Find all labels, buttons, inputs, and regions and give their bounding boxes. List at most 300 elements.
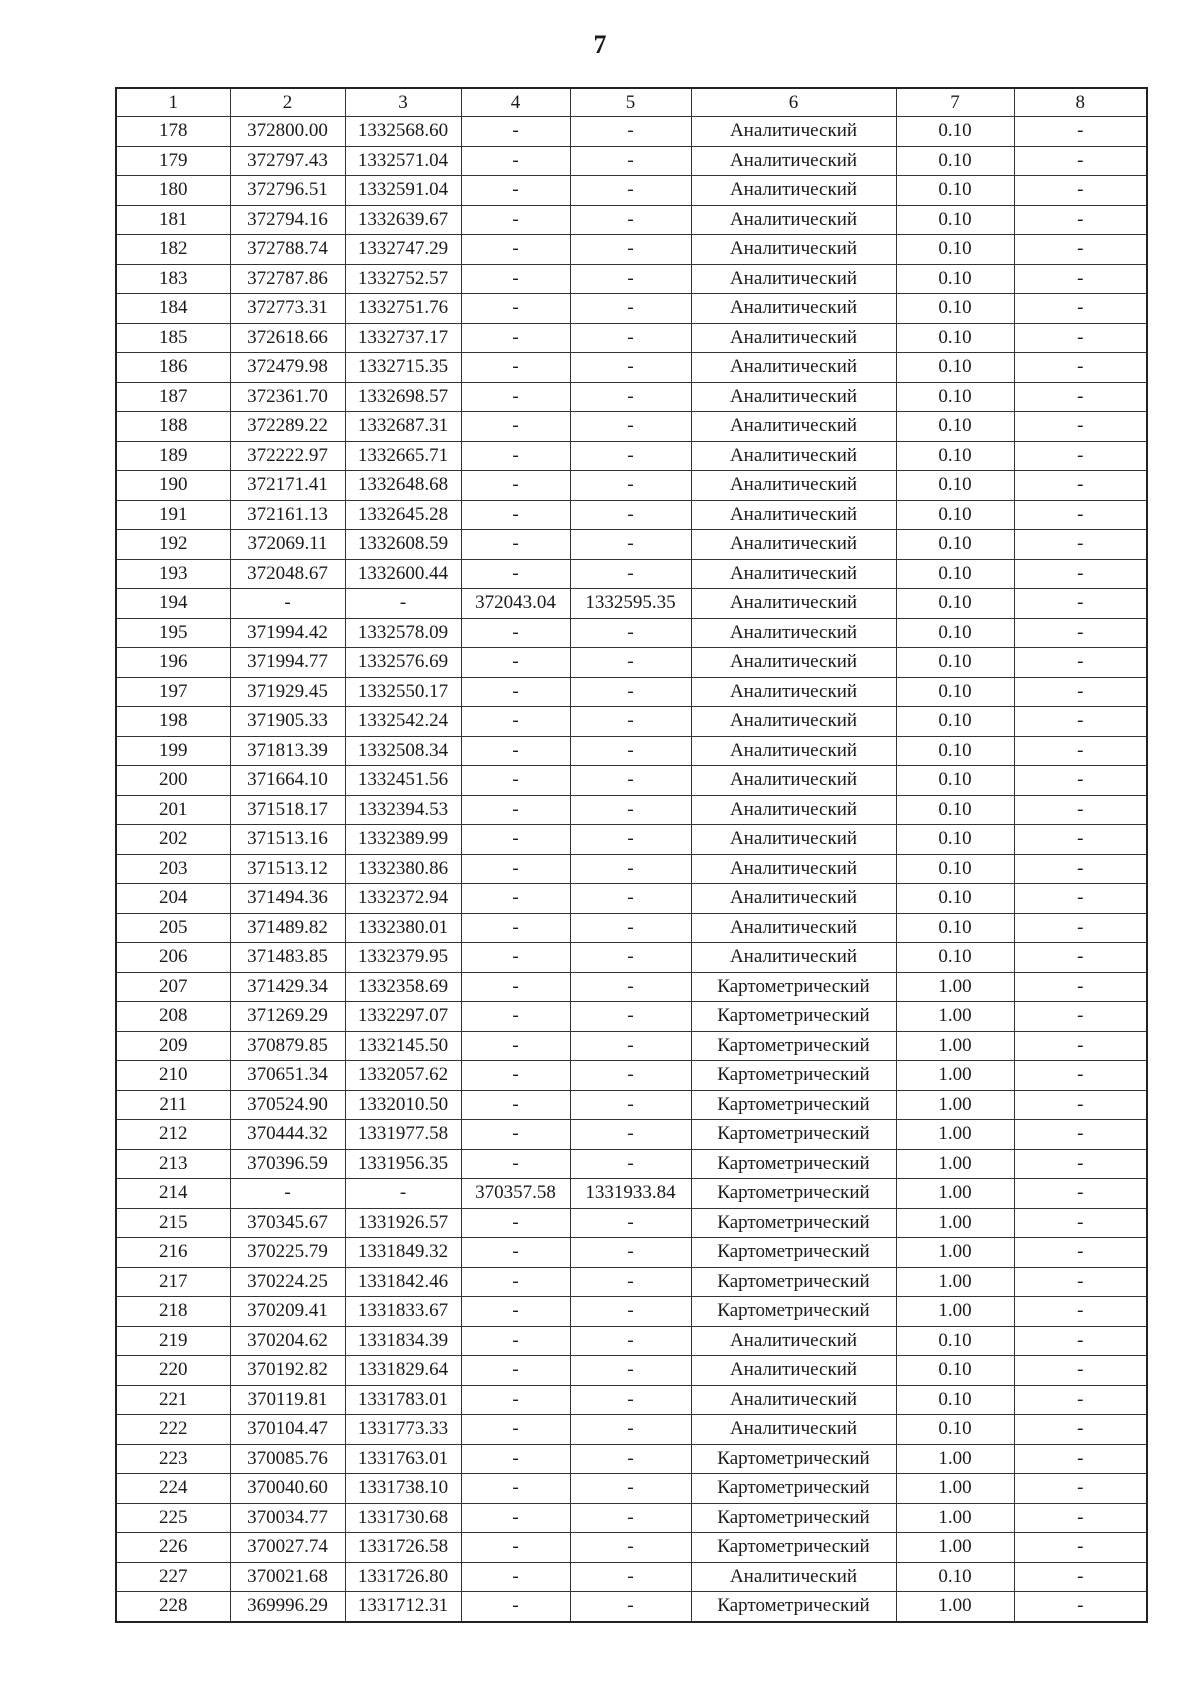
table-cell: - <box>461 1503 570 1533</box>
table-cell: 0.10 <box>896 559 1014 589</box>
table-cell: 1332576.69 <box>345 648 461 678</box>
table-cell: 371994.42 <box>230 618 345 648</box>
table-cell: - <box>461 1444 570 1474</box>
table-cell: - <box>570 795 691 825</box>
table-cell: 371483.85 <box>230 943 345 973</box>
table-cell: 0.10 <box>896 117 1014 147</box>
header-cell: 3 <box>345 88 461 117</box>
table-cell: - <box>570 412 691 442</box>
table-cell: - <box>570 913 691 943</box>
table-cell: 1332639.67 <box>345 205 461 235</box>
table-cell: - <box>461 736 570 766</box>
table-cell: - <box>570 117 691 147</box>
table-cell: 209 <box>116 1031 230 1061</box>
table-cell: Картометрический <box>691 972 896 1002</box>
table-cell: 1.00 <box>896 1533 1014 1563</box>
table-cell: 1332379.95 <box>345 943 461 973</box>
table-row <box>116 323 1147 353</box>
table-cell: 0.10 <box>896 795 1014 825</box>
table-cell: 1332568.60 <box>345 117 461 147</box>
table-cell: 1331834.39 <box>345 1326 461 1356</box>
table-cell: Аналитический <box>691 294 896 324</box>
table-cell: - <box>461 1267 570 1297</box>
table-cell: 1332542.24 <box>345 707 461 737</box>
table-cell: - <box>570 1031 691 1061</box>
table-cell: 372794.16 <box>230 205 345 235</box>
table-cell: - <box>461 323 570 353</box>
table-row <box>116 471 1147 501</box>
table-cell: 1.00 <box>896 1238 1014 1268</box>
table-cell: 0.10 <box>896 176 1014 206</box>
table-cell: 1332752.57 <box>345 264 461 294</box>
table-cell: - <box>570 1415 691 1445</box>
table-cell: - <box>461 1002 570 1032</box>
table-cell: Картометрический <box>691 1149 896 1179</box>
table-cell: - <box>1014 1061 1147 1091</box>
table-cell: - <box>461 1326 570 1356</box>
table-cell: - <box>1014 707 1147 737</box>
table-cell: - <box>1014 1562 1147 1592</box>
table-cell: 1331933.84 <box>570 1179 691 1209</box>
table-row <box>116 884 1147 914</box>
table-cell: 188 <box>116 412 230 442</box>
table-row <box>116 1326 1147 1356</box>
table-cell: Картометрический <box>691 1090 896 1120</box>
table-cell: 0.10 <box>896 264 1014 294</box>
table-row <box>116 412 1147 442</box>
table-cell: - <box>1014 1356 1147 1386</box>
table-cell: - <box>461 117 570 147</box>
table-cell: Аналитический <box>691 559 896 589</box>
table-cell: 1331763.01 <box>345 1444 461 1474</box>
table-cell: 372043.04 <box>461 589 570 619</box>
table-cell: - <box>570 1385 691 1415</box>
table-cell: 371494.36 <box>230 884 345 914</box>
table-cell: - <box>570 736 691 766</box>
table-cell: 372479.98 <box>230 353 345 383</box>
table-cell: 212 <box>116 1120 230 1150</box>
table-cell: - <box>1014 1208 1147 1238</box>
table-cell: - <box>461 441 570 471</box>
table-cell: 1331956.35 <box>345 1149 461 1179</box>
table-cell: 372800.00 <box>230 117 345 147</box>
table-cell: 202 <box>116 825 230 855</box>
table-cell: 193 <box>116 559 230 589</box>
table-cell: - <box>461 1415 570 1445</box>
table-cell: Аналитический <box>691 1385 896 1415</box>
table-cell: - <box>461 1592 570 1622</box>
table-cell: - <box>1014 146 1147 176</box>
table-cell: - <box>1014 1474 1147 1504</box>
table-row <box>116 795 1147 825</box>
table-cell: 200 <box>116 766 230 796</box>
table-cell: 0.10 <box>896 471 1014 501</box>
table-cell: - <box>461 1562 570 1592</box>
table-cell: 371929.45 <box>230 677 345 707</box>
table-cell: 227 <box>116 1562 230 1592</box>
table-cell: 372787.86 <box>230 264 345 294</box>
table-cell: - <box>461 707 570 737</box>
table-cell: 1332508.34 <box>345 736 461 766</box>
table-cell: - <box>461 264 570 294</box>
table-row <box>116 441 1147 471</box>
table-row <box>116 618 1147 648</box>
table-cell: - <box>570 530 691 560</box>
table-cell: - <box>461 884 570 914</box>
table-cell: Картометрический <box>691 1444 896 1474</box>
table-cell: - <box>570 1474 691 1504</box>
table-cell: 1.00 <box>896 1061 1014 1091</box>
table-row <box>116 972 1147 1002</box>
table-cell: 371905.33 <box>230 707 345 737</box>
table-cell: 226 <box>116 1533 230 1563</box>
table-row <box>116 382 1147 412</box>
table-cell: 1332451.56 <box>345 766 461 796</box>
table-cell: Аналитический <box>691 353 896 383</box>
table-cell: 1331712.31 <box>345 1592 461 1622</box>
table-cell: 0.10 <box>896 854 1014 884</box>
table-cell: 1332648.68 <box>345 471 461 501</box>
table-cell: 372289.22 <box>230 412 345 442</box>
table-cell: 203 <box>116 854 230 884</box>
table-cell: - <box>1014 1090 1147 1120</box>
table-cell: 187 <box>116 382 230 412</box>
table-cell: 370040.60 <box>230 1474 345 1504</box>
table-cell: 370204.62 <box>230 1326 345 1356</box>
table-cell: 0.10 <box>896 648 1014 678</box>
table-cell: 1.00 <box>896 1474 1014 1504</box>
table-cell: 1331829.64 <box>345 1356 461 1386</box>
table-cell: Аналитический <box>691 441 896 471</box>
table-cell: 0.10 <box>896 884 1014 914</box>
table-cell: 1332595.35 <box>570 589 691 619</box>
table-cell: Аналитический <box>691 589 896 619</box>
table-row <box>116 235 1147 265</box>
table-cell: 219 <box>116 1326 230 1356</box>
table-row <box>116 1562 1147 1592</box>
table-cell: 179 <box>116 146 230 176</box>
table-cell: - <box>1014 884 1147 914</box>
table-cell: 201 <box>116 795 230 825</box>
table-row <box>116 1474 1147 1504</box>
table-row <box>116 353 1147 383</box>
table-cell: - <box>1014 766 1147 796</box>
header-cell: 6 <box>691 88 896 117</box>
table-cell: 372618.66 <box>230 323 345 353</box>
table-row <box>116 677 1147 707</box>
table-cell: - <box>1014 1297 1147 1327</box>
table-cell: Аналитический <box>691 1326 896 1356</box>
table-cell: - <box>1014 1179 1147 1209</box>
table-cell: - <box>1014 677 1147 707</box>
table-cell: 1.00 <box>896 1297 1014 1327</box>
table-cell: - <box>461 500 570 530</box>
table-cell: - <box>461 943 570 973</box>
table-cell: 1332591.04 <box>345 176 461 206</box>
table-cell: 0.10 <box>896 618 1014 648</box>
table-row <box>116 825 1147 855</box>
table-cell: - <box>570 618 691 648</box>
table-cell: 216 <box>116 1238 230 1268</box>
table-row <box>116 1002 1147 1032</box>
table-cell: 1332578.09 <box>345 618 461 648</box>
table-cell: - <box>570 1002 691 1032</box>
table-cell: - <box>461 1474 570 1504</box>
table-cell: 1332687.31 <box>345 412 461 442</box>
table-cell: 0.10 <box>896 913 1014 943</box>
table-cell: 225 <box>116 1503 230 1533</box>
header-cell: 8 <box>1014 88 1147 117</box>
table-cell: 222 <box>116 1415 230 1445</box>
table-cell: - <box>1014 294 1147 324</box>
table-cell: Аналитический <box>691 854 896 884</box>
table-cell: 1332747.29 <box>345 235 461 265</box>
table-cell: 370357.58 <box>461 1179 570 1209</box>
header-cell: 4 <box>461 88 570 117</box>
table-cell: - <box>570 1238 691 1268</box>
table-cell: - <box>461 146 570 176</box>
table-cell: Аналитический <box>691 766 896 796</box>
table-row <box>116 648 1147 678</box>
table-cell: 211 <box>116 1090 230 1120</box>
table-cell: 1332698.57 <box>345 382 461 412</box>
table-cell: 1331849.32 <box>345 1238 461 1268</box>
table-cell: Аналитический <box>691 264 896 294</box>
table-cell: - <box>570 766 691 796</box>
table-cell: - <box>570 1356 691 1386</box>
table-cell: 0.10 <box>896 943 1014 973</box>
table-cell: 217 <box>116 1267 230 1297</box>
table-cell: - <box>1014 913 1147 943</box>
table-cell: 210 <box>116 1061 230 1091</box>
table-cell: 370396.59 <box>230 1149 345 1179</box>
page-number: 7 <box>593 30 607 59</box>
coordinates-table <box>115 87 1148 1623</box>
table-cell: 185 <box>116 323 230 353</box>
table-cell: 191 <box>116 500 230 530</box>
table-cell: - <box>1014 117 1147 147</box>
table-cell: 371513.12 <box>230 854 345 884</box>
table-cell: 213 <box>116 1149 230 1179</box>
table-cell: 184 <box>116 294 230 324</box>
table-cell: - <box>1014 972 1147 1002</box>
table-cell: - <box>1014 943 1147 973</box>
table-cell: 224 <box>116 1474 230 1504</box>
table-cell: 205 <box>116 913 230 943</box>
table-cell: 220 <box>116 1356 230 1386</box>
table-row <box>116 913 1147 943</box>
table-cell: - <box>1014 205 1147 235</box>
table-cell: 0.10 <box>896 677 1014 707</box>
table-cell: 1331926.57 <box>345 1208 461 1238</box>
table-cell: 1332380.01 <box>345 913 461 943</box>
table-cell: Картометрический <box>691 1002 896 1032</box>
table-cell: Картометрический <box>691 1031 896 1061</box>
table-cell: 370209.41 <box>230 1297 345 1327</box>
table-cell: 370119.81 <box>230 1385 345 1415</box>
table-body <box>116 117 1147 1622</box>
table-cell: Аналитический <box>691 412 896 442</box>
table-cell: - <box>1014 1503 1147 1533</box>
table-cell: - <box>1014 1149 1147 1179</box>
table-cell: 1.00 <box>896 972 1014 1002</box>
table-cell: 370225.79 <box>230 1238 345 1268</box>
table-cell: 371269.29 <box>230 1002 345 1032</box>
table-cell: - <box>570 1592 691 1622</box>
table-row <box>116 1297 1147 1327</box>
table-cell: 370021.68 <box>230 1562 345 1592</box>
table-cell: - <box>570 825 691 855</box>
table-cell: - <box>1014 235 1147 265</box>
table-cell: 1332571.04 <box>345 146 461 176</box>
table-cell: 372222.97 <box>230 441 345 471</box>
table-cell: 1331783.01 <box>345 1385 461 1415</box>
table-cell: 1332372.94 <box>345 884 461 914</box>
table-cell: 1332715.35 <box>345 353 461 383</box>
table-cell: - <box>461 648 570 678</box>
table-cell: - <box>230 1179 345 1209</box>
table-cell: 1331773.33 <box>345 1415 461 1445</box>
table-cell: Картометрический <box>691 1061 896 1091</box>
table-cell: - <box>1014 1002 1147 1032</box>
table-cell: 0.10 <box>896 1326 1014 1356</box>
table-cell: Аналитический <box>691 736 896 766</box>
table-cell: 0.10 <box>896 707 1014 737</box>
table-cell: 372171.41 <box>230 471 345 501</box>
table-cell: 370085.76 <box>230 1444 345 1474</box>
table-cell: 1.00 <box>896 1120 1014 1150</box>
table-cell: 1332057.62 <box>345 1061 461 1091</box>
table-row <box>116 589 1147 619</box>
table-cell: 1332297.07 <box>345 1002 461 1032</box>
table-cell: 372361.70 <box>230 382 345 412</box>
table-cell: 208 <box>116 1002 230 1032</box>
table-cell: 228 <box>116 1592 230 1622</box>
table-cell: - <box>570 323 691 353</box>
table-cell: 178 <box>116 117 230 147</box>
table-cell: - <box>461 1208 570 1238</box>
table-cell: - <box>1014 1267 1147 1297</box>
table-cell: - <box>1014 648 1147 678</box>
table-row <box>116 1031 1147 1061</box>
table-cell: 372069.11 <box>230 530 345 560</box>
table-cell: - <box>1014 412 1147 442</box>
table-cell: 0.10 <box>896 235 1014 265</box>
table-cell: - <box>570 943 691 973</box>
table-cell: 194 <box>116 589 230 619</box>
table-cell: - <box>1014 1533 1147 1563</box>
table-cell: Аналитический <box>691 1562 896 1592</box>
table-cell: - <box>1014 382 1147 412</box>
table-cell: Аналитический <box>691 884 896 914</box>
table-cell: - <box>570 1061 691 1091</box>
header-row <box>116 88 1147 117</box>
table-cell: - <box>570 471 691 501</box>
table-cell: 0.10 <box>896 382 1014 412</box>
table-cell: 0.10 <box>896 766 1014 796</box>
table-cell: 204 <box>116 884 230 914</box>
table-cell: - <box>570 205 691 235</box>
table-cell: - <box>461 1356 570 1386</box>
table-cell: 0.10 <box>896 530 1014 560</box>
table-cell: 0.10 <box>896 736 1014 766</box>
table-row <box>116 500 1147 530</box>
table-cell: Аналитический <box>691 205 896 235</box>
table-cell: - <box>345 1179 461 1209</box>
table-cell: 183 <box>116 264 230 294</box>
table-cell: 369996.29 <box>230 1592 345 1622</box>
table-cell: 206 <box>116 943 230 973</box>
table-cell: 370034.77 <box>230 1503 345 1533</box>
table-row <box>116 854 1147 884</box>
table-cell: 1332600.44 <box>345 559 461 589</box>
table-cell: 1332645.28 <box>345 500 461 530</box>
table-cell: 1.00 <box>896 1002 1014 1032</box>
table-row <box>116 1208 1147 1238</box>
table-cell: 192 <box>116 530 230 560</box>
table-cell: 0.10 <box>896 589 1014 619</box>
table-cell: 372788.74 <box>230 235 345 265</box>
table-cell: Аналитический <box>691 795 896 825</box>
table-cell: 371813.39 <box>230 736 345 766</box>
table-cell: - <box>570 677 691 707</box>
table-cell: 1.00 <box>896 1031 1014 1061</box>
table-row <box>116 736 1147 766</box>
table-cell: - <box>1014 559 1147 589</box>
table-cell: - <box>1014 1238 1147 1268</box>
table-cell: 1332665.71 <box>345 441 461 471</box>
table-cell: 0.10 <box>896 1415 1014 1445</box>
table-cell: 1.00 <box>896 1090 1014 1120</box>
table-cell: - <box>461 1061 570 1091</box>
table-cell: - <box>461 1120 570 1150</box>
table-cell: - <box>461 1533 570 1563</box>
table-cell: - <box>230 589 345 619</box>
table-cell: Аналитический <box>691 117 896 147</box>
table-cell: 1331726.80 <box>345 1562 461 1592</box>
table-cell: - <box>1014 1120 1147 1150</box>
table-row <box>116 1149 1147 1179</box>
table-row <box>116 1267 1147 1297</box>
table-cell: 181 <box>116 205 230 235</box>
table-cell: - <box>570 1149 691 1179</box>
table-cell: 0.10 <box>896 1385 1014 1415</box>
table-cell: 1.00 <box>896 1267 1014 1297</box>
table-cell: - <box>461 294 570 324</box>
table-cell: 0.10 <box>896 1562 1014 1592</box>
table-row <box>116 1238 1147 1268</box>
table-cell: Аналитический <box>691 707 896 737</box>
table-cell: - <box>461 382 570 412</box>
table-cell: 0.10 <box>896 500 1014 530</box>
table-cell: - <box>461 825 570 855</box>
table-cell: 0.10 <box>896 294 1014 324</box>
table-cell: Картометрический <box>691 1208 896 1238</box>
table-row <box>116 117 1147 147</box>
table-cell: 180 <box>116 176 230 206</box>
table-cell: 0.10 <box>896 205 1014 235</box>
table-row <box>116 1415 1147 1445</box>
table-cell: - <box>570 559 691 589</box>
table-row <box>116 707 1147 737</box>
table-cell: - <box>570 854 691 884</box>
table-row <box>116 530 1147 560</box>
table-cell: 197 <box>116 677 230 707</box>
table-row <box>116 559 1147 589</box>
table-cell: Аналитический <box>691 146 896 176</box>
table-cell: 196 <box>116 648 230 678</box>
table-row <box>116 1061 1147 1091</box>
